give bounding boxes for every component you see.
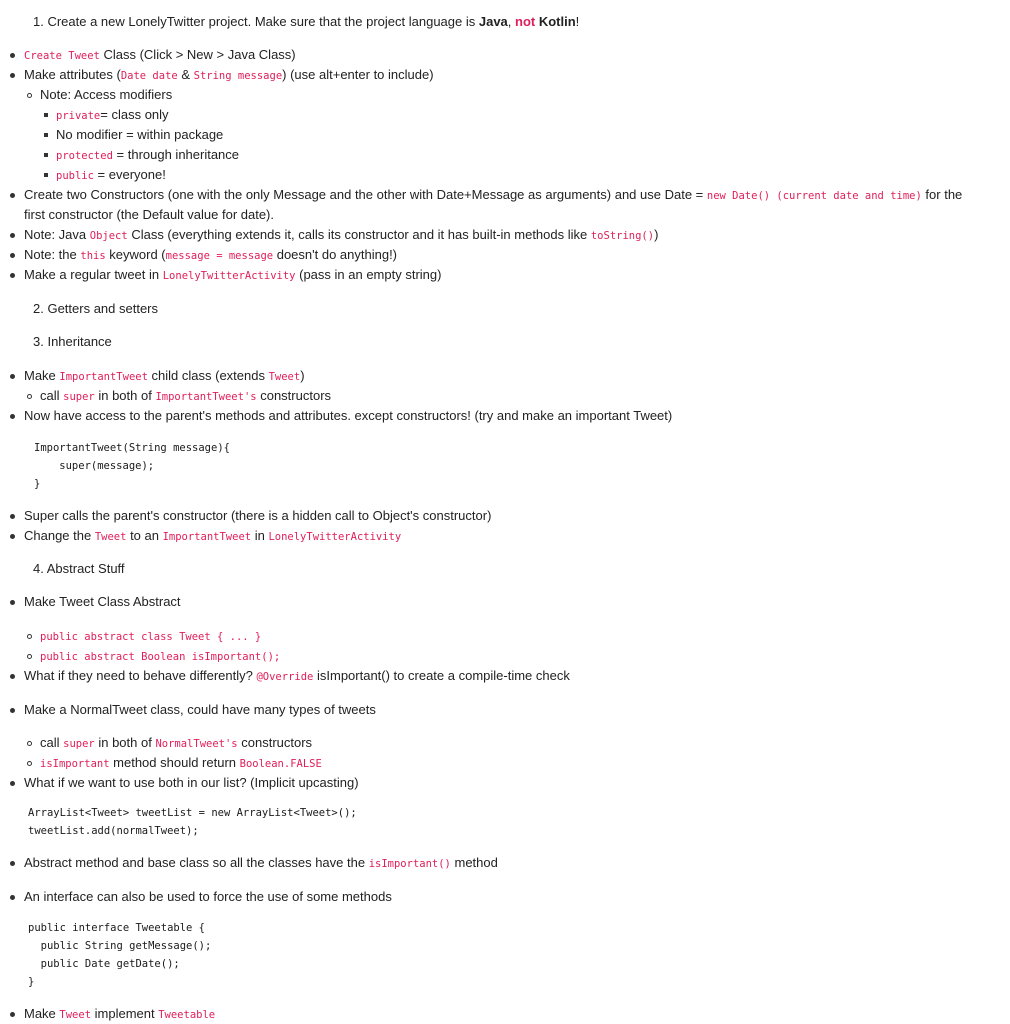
section-4-heading: 4. Abstract Stuff xyxy=(33,561,125,576)
kotlin-label: Kotlin xyxy=(535,14,576,29)
section-2-heading: 2. Getters and setters xyxy=(33,301,159,316)
code-block-tweet-list: ArrayList<Tweet> tweetList = new ArrayList<Tweet>(); tweetList.add(normalTweet); xyxy=(28,807,357,837)
code-block-important-tweet: ImportantTweet(String message){ super(message); } xyxy=(34,442,230,490)
not-label: not xyxy=(515,14,536,29)
section-3-heading: 3. Inheritance xyxy=(33,334,112,349)
java-label: Java xyxy=(478,14,508,29)
bullet-disc xyxy=(10,53,15,58)
section-1-heading: 1. Create a new LonelyTwitter project. Make sure that the project language is Java, not Kotlin! xyxy=(33,14,580,29)
code-block-tweetable-interface: public interface Tweetable { public String getMessage(); public Date getDate(); } xyxy=(28,922,212,988)
